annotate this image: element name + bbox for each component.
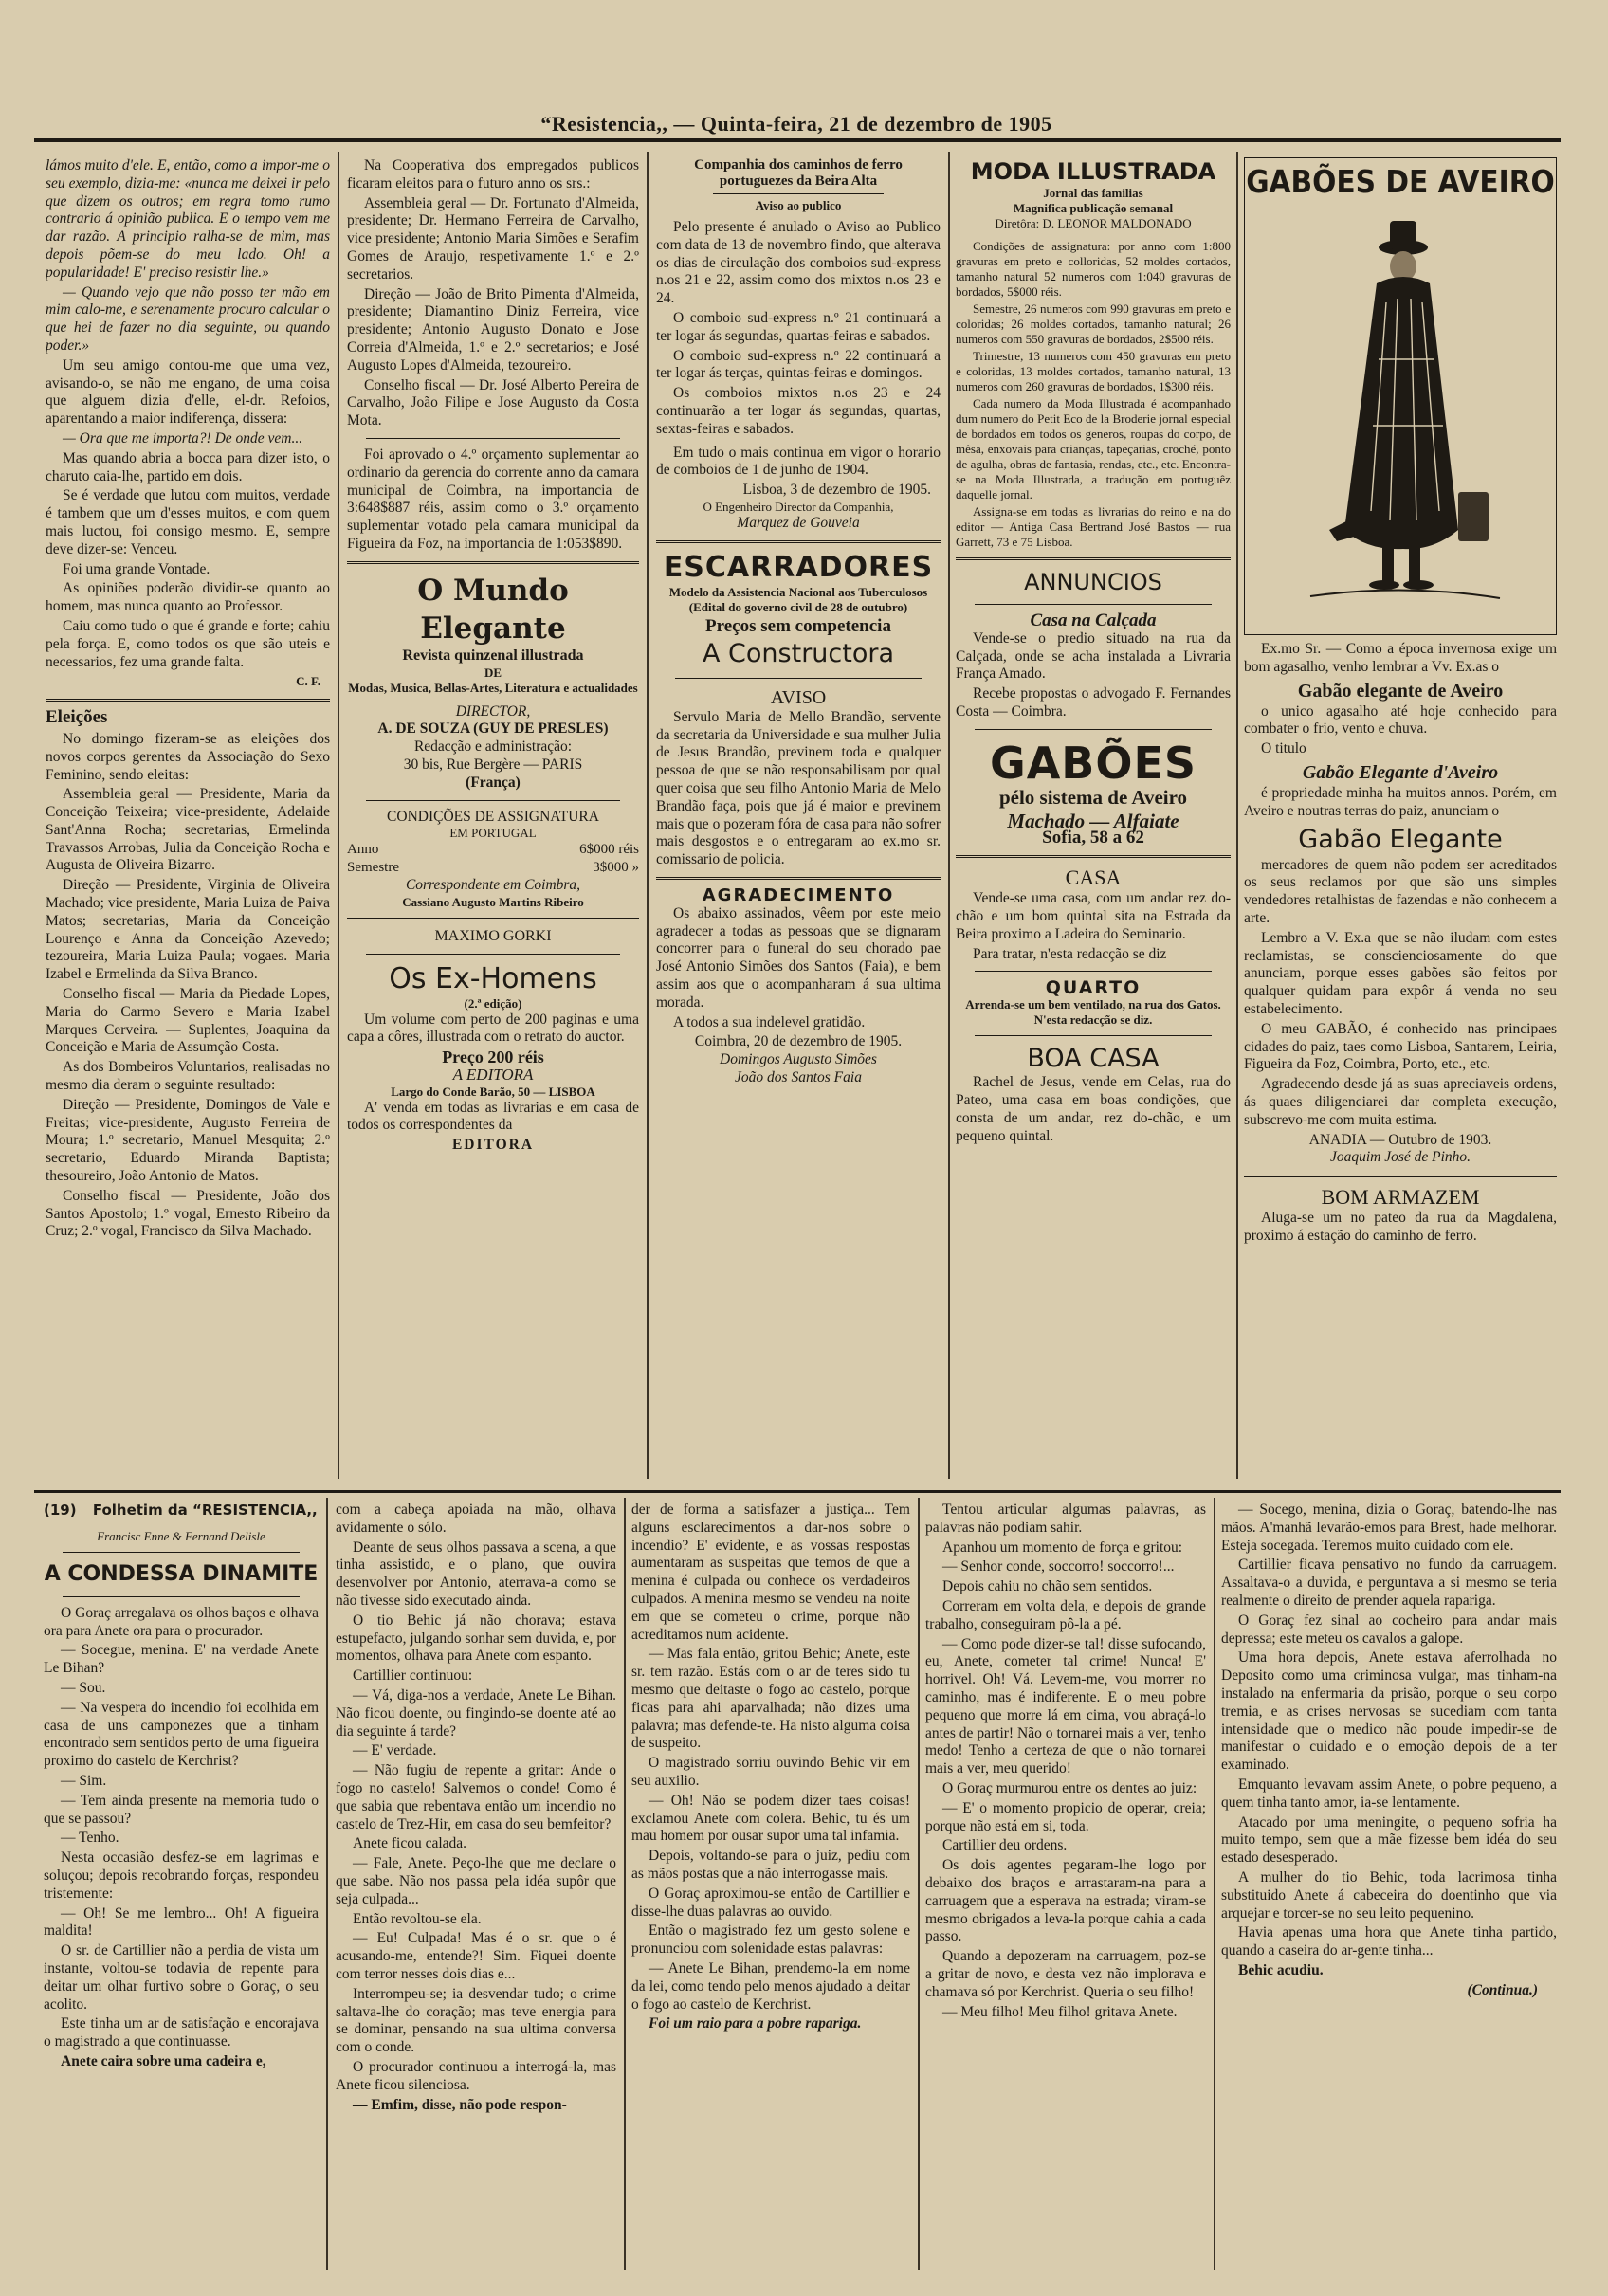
serial-paragraph: Deante de seus olhos passava a scena, a que tinha assistido, e o plano, que ouvira desenvolver por Antonio, aterrava-a como se não tivesse sido executado ainda.	[336, 1539, 616, 1609]
divider	[656, 877, 941, 880]
serial-paragraph: — Tem ainda presente na memoria tudo o que se passou?	[44, 1792, 319, 1827]
text-paragraph: A todos a sua indelevel gratidão.	[673, 1013, 866, 1030]
ad-em-portugal: EM PORTUGAL	[449, 826, 537, 841]
divider	[366, 800, 620, 801]
serial-paragraph: O Goraç murmurou entre os dentes ao juiz:	[942, 1779, 1197, 1796]
serial-paragraph: — Socego, menina, dizia o Goraç, batendo-lhe nas mãos. A'manhã levarão-emos para Brest, hade melhorar. Esteja socegada. Teremos muito cuidado com ele.	[1221, 1502, 1557, 1554]
serial-paragraph: Atacado por uma meningite, o pequeno sofria ha muito tempo, sem que a mãe fizesse bem idéa do seu estado desesperado.	[1221, 1813, 1557, 1867]
text-paragraph: O titulo	[1261, 740, 1306, 757]
serial-paragraph: — Oh! Não se podem dizer taes coisas! exclamou Anete com colera. Behic, tu és um mau homem por ousar supor uma tal infamia.	[631, 1792, 910, 1845]
ad-director-label: DIRECTOR,	[455, 702, 531, 720]
text-paragraph: Assembleia geral — Dr. Fortunato d'Almeida, presidente; Dr. Hermano Ferreira de Carvalho, vice presidente; Antonio Maria Simões e Serafim Gomes de Araujo, respetivamente 1.º e 2.º secretarios.	[347, 194, 639, 282]
boa-casa-title: BOA CASA	[1027, 1044, 1160, 1074]
gaboes-aveiro-ad	[1244, 157, 1557, 635]
serial-paragraph: Depois, voltando-se para o juiz, pediu com as mãos postas que a não interrogasse mais.	[631, 1848, 910, 1882]
moda-sub2: Magnifica publicação semanal	[1013, 201, 1174, 215]
divider	[1244, 1175, 1557, 1177]
book-desc: Um volume com perto de 200 paginas e uma capa a côres, illustrada com o retrato do auctor.	[347, 1011, 639, 1046]
book-publisher-address: Largo do Conde Barão, 50 — LISBOA	[391, 1084, 595, 1099]
text-paragraph: Vende-se o predio situado na rua da Calçada, onde se acha instalada a Livraria França Amado.	[956, 629, 1231, 683]
gaboes-heading-3: Gabão Elegante	[1298, 824, 1503, 854]
text-paragraph: Direção — João de Brito Pimenta d'Almeida, presidente; Diamantino Diniz Ferreira, vice presidente; Antonio Augusto Donato e Jose Correia d'Almeida, 1.º e 2.º secretarios; e José Augusto Lopes d'Almeida, tezoureiro.	[347, 285, 639, 374]
book-sale: A' venda em todas as livrarias e em casa de todos os correspondentes da	[347, 1099, 639, 1134]
serial-column-1	[44, 1502, 319, 2269]
moda-director: Diretôra: D. LEONOR MALDONADO	[995, 216, 1192, 230]
text-paragraph: O meu GABÃO, é conhecido nas principaes cidades do paiz, taes como Lisboa, Santarem, Leiria, Figueira da Foz, Coimbra, Porto, etc., etc.	[1244, 1020, 1557, 1073]
ad-title: O Mundo Elegante	[417, 573, 569, 646]
serial-paragraph: — Sou.	[61, 1679, 106, 1696]
serial-paragraph: — Oh! Se me lembro... Oh! A figueira maldita!	[44, 1904, 319, 1940]
column-3	[656, 157, 941, 1466]
text-paragraph: Mas quando abria a bocca para dizer isto, o charuto caia-lhe, partido em dois.	[46, 449, 330, 484]
serial-paragraph: — E' verdade.	[353, 1742, 437, 1759]
serial-paragraph: Correram em volta dela, e depois de grande trabalho, conseguiram pô-la a pé.	[925, 1597, 1206, 1632]
escarradores-sub: Modelo da Assistencia Nacional aos Tuberculosos	[668, 584, 928, 599]
serial-title: A CONDESSA DINAMITE	[44, 1561, 319, 1586]
gaboes-sign: Joaquim José de Pinho.	[1329, 1149, 1471, 1166]
serial-paragraph: Então revoltou-se ela.	[353, 1910, 482, 1927]
divider	[347, 918, 639, 920]
text-paragraph: As opiniões poderão dividir-se quanto ao homem, mas nunca quanto ao Professor.	[46, 580, 330, 615]
text-paragraph: Os abaixo assinados, vêem por este meio agradecer a todas as pessoas que se dignaram concorrer para o funeral do seu chorado pae José Antonio Simões dos Santos (Faia), e bem assim aos que o acompanharam á sua ultima morada.	[656, 904, 941, 1011]
price-value: 6$000 réis	[579, 842, 639, 858]
constructora-title: A Constructora	[703, 638, 894, 668]
ad-redac: Redacção e administração:	[413, 738, 573, 756]
calcada-title: Casa na Calçada	[1030, 610, 1157, 630]
serial-continua: (Continua.)	[1467, 1981, 1538, 1998]
serial-paragraph: — Fale, Anete. Peço-lhe que me declare o que sabe. Não nos passa pela idéa supôr que seja culpada...	[336, 1855, 616, 1907]
text-paragraph: Vende-se uma casa, com um andar rez do-chão e um bom quintal sita na Estrada da Beira proximo a Ladeira do Seminario.	[956, 890, 1231, 942]
serial-paragraph: O magistrado sorriu ouvindo Behic vir em seu auxilio.	[631, 1755, 910, 1789]
gaboes-heading-2: Gabão Elegante d'Aveiro	[1302, 761, 1499, 783]
serial-paragraph: Os dois agentes pegaram-lhe logo por debaixo dos braços e arrastaram-na para a carruagem que a esperava na estrada; viram-se mesmo obrigados a leva-la porque cahia a cada passo.	[925, 1857, 1206, 1945]
text-paragraph: As dos Bombeiros Voluntarios, realisadas no mesmo dia deram o seguinte resultado:	[46, 1059, 330, 1094]
serial-paragraph: — Como pode dizer-se tal! disse sufocando, eu, Anete, cometer tal crime! Nunca! E' horrivel. Oh! Vá. Levem-me, vou morrer no caminho, mas é indiferente. E o meu pobre pequeno que morre lá em cima, vou abraçá-lo antes de partir! Não o tornarei mais a ver, tenho medo! Tenho a certeza de que o não tornarei mais a ver, meu querido!	[925, 1635, 1206, 1777]
book-edition: (2.ª edição)	[464, 995, 522, 1011]
divider	[713, 193, 884, 194]
escarradores-title: ESCARRADORES	[663, 550, 934, 584]
serial-paragraph: — E' o momento propicio de operar, creia; porque não está em si, toda.	[925, 1799, 1206, 1834]
divider	[975, 729, 1212, 730]
column-rule	[647, 152, 649, 1479]
serial-paragraph: — Emfim, disse, não pode respon-	[353, 2096, 567, 2113]
agradecimento-signer: Domingos Augusto Simões	[720, 1051, 877, 1068]
serial-paragraph: Depois cahiu no chão sem sentidos.	[942, 1578, 1153, 1595]
engineer-name: Marquez de Gouveia	[737, 514, 860, 531]
text-paragraph: Recebe propostas o advogado F. Fernandes Costa — Coimbra.	[956, 685, 1231, 720]
aviso-heading: Aviso ao publico	[755, 198, 842, 212]
text-paragraph: Se é verdade que lutou com muitos, verdade é tambem que um d'esses muitos, e com quem mais luctou, foi consigo mesmo. E, sempre deve dizer-se: Venceu.	[46, 487, 330, 557]
signature: C. F.	[296, 674, 320, 689]
serial-paragraph: Então o magistrado fez um gesto solene e pronunciou com solenidade estas palavras:	[631, 1922, 910, 1958]
text-paragraph: Aluga-se um no pateo da rua da Magdalena, proximo á estação do caminho de ferro.	[1244, 1210, 1557, 1244]
gaboes-heading-1: Gabão elegante de Aveiro	[1297, 680, 1504, 702]
engineer-title: O Engenheiro Director da Companhia,	[703, 499, 894, 514]
company-name: Companhia dos caminhos de ferro portuguezes da Beira Alta	[694, 157, 903, 189]
text-paragraph: — Quando vejo que não posso ter mão em mim calo-me, e serenamente procuro calcular o que hei de fazer no dia seguinte, ou quando poder.»	[46, 283, 330, 354]
ad-address: 30 bis, Rue Bergère — PARIS	[403, 756, 583, 773]
serial-paragraph: Cartillier deu ordens.	[942, 1837, 1068, 1854]
serial-column-4	[925, 1502, 1206, 2269]
ad-correspondent-name: Cassiano Augusto Martins Ribeiro	[402, 894, 584, 909]
serial-paragraph: — Tenho.	[61, 1830, 119, 1847]
column-4	[956, 157, 1231, 1466]
serial-paragraph: Apanhou um momento de força e gritou:	[942, 1539, 1183, 1556]
gaboes-address: Sofia, 58 a 62	[1042, 828, 1144, 848]
book-author: MAXIMO GORKI	[434, 927, 552, 944]
price-value: 3$000 »	[593, 860, 639, 876]
book-publisher: A EDITORA	[452, 1065, 534, 1084]
text-paragraph: o unico agasalho até hoje conhecido para combater o frio, vento e chuva.	[1244, 702, 1557, 738]
column-rule	[918, 1498, 920, 2270]
serial-paragraph: O tio Behic já não chorava; estava estupefacto, julgando sonhar sem duvida, e, por momentos, olhava para Anete com espanto.	[336, 1612, 616, 1665]
text-paragraph: Pelo presente é anulado o Aviso ao Publico com data de 13 de novembro findo, que alterava os dias de circulação dos comboios sud-express n.os 21 e 22, assim como dos mixtos n.os 23 e 24.	[656, 219, 941, 307]
column-5	[1244, 157, 1557, 1466]
text-paragraph: — Ora que me importa?! De onde vem...	[63, 429, 303, 446]
serial-column-3	[631, 1502, 910, 2269]
serial-column-2	[336, 1502, 616, 2269]
column-rule	[624, 1498, 626, 2270]
divider	[975, 604, 1212, 605]
serial-paragraph: — Eu! Culpada! Mas é o sr. que o é acusando-me, entende?! Sim. Fiquei doente com terror nesses dois dias e...	[336, 1930, 616, 1982]
quarto-title: QUARTO	[1045, 977, 1142, 999]
serial-paragraph: der de forma a satisfazer a justiça... Tem alguns esclarecimentos a dar-nos sobre o incendio? E' evidente, e as vossas respostas aumentaram as suspeitas que temos de que a menina é culpada ou conhece os verdadeiros culpados. A menina mesmo se vendeu na noite em que se cometeu o crime, porque não acreditamos num acidente.	[631, 1502, 910, 1643]
serial-paragraph: A mulher do tio Behic, toda lacrimosa tinha substituido Anete á cabeceira do doentinho que via arquejar e torcer-se no seu leito pequenino.	[1221, 1868, 1557, 1922]
serial-paragraph: O Goraç arregalava os olhos baços e olhava ora para Anete ora para o procurador.	[44, 1604, 319, 1639]
serial-paragraph: — Na vespera do incendio foi ecolhida em casa de uns camponezes que a tinham encontrado sem sentidos perto de uma figueira proximo do castelo de Kerchrist?	[44, 1699, 319, 1770]
column-rule	[948, 152, 950, 1479]
ad-director: A. DE SOUZA (GUY DE PRESLES)	[377, 720, 609, 738]
text-paragraph: Trimestre, 13 numeros com 450 gravuras em preto e coloridas, 13 moldes cortados, tamanho natural, 13 numeros com 260 gravuras de bordados, 1$300 réis.	[956, 349, 1231, 393]
ad-de: DE	[484, 665, 502, 680]
divider	[63, 1596, 300, 1597]
serial-paragraph: — Anete Le Bihan, prendemo-la em nome da lei, como tendo pelo menos ajudado a deitar o fogo ao castelo de Kerchrist.	[631, 1959, 910, 2013]
man-in-cloak-illustration	[1291, 208, 1509, 625]
book-title: Os Ex-Homens	[389, 961, 597, 995]
text-paragraph: O comboio sud-express n.º 22 continuará a ter logar ás terças, quintas-feiras e domingos.	[656, 347, 941, 382]
divider	[975, 1035, 1212, 1036]
divider	[63, 1552, 300, 1553]
serial-paragraph: Tentou articular algumas palavras, as palavras não podiam sahir.	[925, 1502, 1206, 1536]
serial-paragraph: — Meu filho! Meu filho! gritava Anete.	[942, 2003, 1178, 2020]
serial-label: Folhetim da “RESISTENCIA,,	[92, 1502, 318, 1519]
text-paragraph: Cada numero da Moda Illustrada é acompanhado dum numero do Petit Eco de la Broderie jornal especial de bordados em todos os generos, roupas do corpo, de mêsa, enxovais para crianças, tapeçarias, croché, ponto de agulha, obras de fantasia, rendas, etc., etc. Encontra-se na Moda Illustrada, a tradução em portuguêz daquelle jornal.	[956, 396, 1231, 501]
serial-paragraph: Havia apenas uma hora que Anete tinha partido, quando a caseira do ar-gente tinha...	[1221, 1924, 1557, 1959]
ad-book	[347, 928, 639, 1155]
divider	[366, 438, 620, 439]
serial-number: (19)	[44, 1502, 77, 1519]
text-paragraph: Os comboios mixtos n.os 23 e 24 continuarão a ter logar ás segundas, quartas, sextas-feiras e sabados.	[656, 385, 941, 437]
price-label: Semestre	[347, 860, 399, 876]
price-label: Anno	[347, 842, 379, 858]
text-paragraph: Na Cooperativa dos empregados publicos ficaram eleitos para o futuro anno os srs.:	[347, 157, 639, 191]
moda-sub: Jornal das familias	[1043, 186, 1143, 200]
divider	[675, 678, 922, 679]
text-paragraph: Direção — Presidente, Virginia de Oliveira Machado; vice presidente, Maria Luiza de Paiva Matos; secretarias, Maria da Conceição Lourenço e Anna da Conceição Azevedo; tezoureira, Maria Luiza Paula; vogaes. Maria Izabel e Ermelinda da Silva Branco.	[46, 877, 330, 983]
serial-paragraph: Quando a depozeram na carruagem, poz-se a gritar de novo, e desta vez não implorava e chamava só por Kerchrist. Queria o seu filho!	[925, 1948, 1206, 2000]
text-paragraph: Foi uma grande Vontade.	[63, 560, 210, 577]
serial-rule	[34, 1490, 1561, 1493]
text-paragraph: Conselho fiscal — Dr. José Alberto Pereira de Carvalho, João Filipe e Jose Augusto da Costa Mota.	[347, 376, 639, 429]
section-title: Eleições	[46, 707, 108, 728]
annuncios-title: ANNUNCIOS	[1024, 569, 1162, 595]
text-paragraph: Assembleia geral — Presidente, Maria da Conceição Teixeira; vice-presidente, Adelaide Sant'Anna Rocha; secretarias, Ermelinda Travassos Arrobas, Julia da Conceição Rocha e Augusta de Oliveira Bizarro.	[46, 786, 330, 874]
text-paragraph: Conselho fiscal — Maria da Piedade Lopes, Maria do Carmo Severo e Maria Izabel Marques Cerveira. — Suplentes, Joaquina da Conceição e Maria de Assumção Costa.	[46, 986, 330, 1056]
text-paragraph: Em tudo o mais continua em vigor o horario de comboios de 1 de junho de 1904.	[656, 444, 941, 479]
serial-paragraph: Interrompeu-se; ia desvendar tudo; o crime saltava-lhe do coração; mas teve energia para se dominar, pensando na sua ultima conversa com o conde.	[336, 1985, 616, 2056]
moda-title: MODA ILLUSTRADA	[970, 158, 1216, 185]
text-paragraph: No domingo fizeram-se as eleições dos novos corpos gerentes da Associação do Sexo Feminino, sendo eleitas:	[46, 730, 330, 783]
serial-paragraph: Foi um raio para a pobre rapariga.	[649, 2015, 862, 2032]
ad-country: (França)	[466, 774, 521, 791]
divider	[956, 557, 1231, 560]
text-paragraph: Caiu como tudo o que é grande e forte; cahiu pela força. E, como todos os que são uteis e necessarios, fez uma grande falta.	[46, 617, 330, 670]
serial-paragraph: — Sim.	[61, 1772, 107, 1789]
column-rule	[1214, 1498, 1215, 2270]
text-paragraph: Assigna-se em todas as livrarias do reino e na do editor — Antiga Casa Bertrand José Bastos — rua Garrett, 73 e 75 Lisboa.	[956, 504, 1231, 549]
text-paragraph: Lembro a V. Ex.a que se não iludam com estes reclamistas, se conscienciosamente do que anunciam, porque esses gabões são feitos por qualquer quidam para expôr á venda no seu estabelecimento.	[1244, 929, 1557, 1017]
gaboes-tailor: Machado — Alfaiate	[1007, 809, 1179, 832]
aviso2-title: AVISO	[770, 686, 827, 708]
serial-paragraph: — Mas fala então, gritou Behic; Anete, este sr. tem razão. Estás com o ar de teres sido tu mesmo que deitaste o fogo ao castelo, porque ficas para ahi aparvalhada; não dizes uma palavra; mas defende-te. Ha nisto alguma coisa de suspeito.	[631, 1646, 910, 1752]
book-price: Preço 200 réis	[442, 1048, 544, 1067]
text-paragraph: Agradecendo desde já as suas apreciaveis ordens, ás quaes diligenciarei dar completa execução, subscrevo-me com muita estima.	[1244, 1076, 1557, 1128]
serial-paragraph: O procurador continuou a interrogá-la, mas Anete ficou silenciosa.	[336, 2058, 616, 2093]
casa-title: CASA	[1065, 866, 1122, 890]
book-publisher-2: EDITORA	[451, 1137, 535, 1154]
text-paragraph: é propriedade minha ha muitos annos. Porém, em Aveiro e noutras terras do paiz, anunciam o	[1244, 784, 1557, 819]
text-paragraph: Um seu amigo contou-me que uma vez, avisando-o, se não me engano, de uma coisa que alguem dizia d'elle, el-dr. Refoios, aparentando a maior indiferença, dissera:	[46, 356, 330, 428]
text-paragraph: Condições de assignatura: por anno com 1:800 gravuras em preto e colloridas, 52 moldes cortados, tamanho natural 52 numeros com 1:040 gravuras de bordados, 5$000 réis.	[956, 239, 1231, 299]
serial-paragraph: — Não fugiu de repente a gritar: Ande o fogo no castelo! Salvemos o conde! Como é que sabia que rebentava então um incendio no castelo de Trez-Hir, em casa do seu bemfeitor?	[336, 1762, 616, 1832]
text-paragraph: O comboio sud-express n.º 21 continuará a ter logar ás segundas, quartas-feiras e sabados.	[656, 309, 941, 344]
serial-paragraph: Cartillier ficava pensativo no fundo da carruagem. Assaltava-o a duvida, e perguntava a si mesmo se teria realmente o direito de prender aquela rapariga.	[1221, 1557, 1557, 1609]
serial-paragraph: Anete ficou calada.	[353, 1835, 467, 1852]
page-header: “Resistencia,, — Quinta-feira, 21 de dezembro de 1905	[540, 112, 1052, 136]
serial-paragraph: Nesta occasião desfez-se em lagrimas e soluçou; depois recobrando forças, respondeu tristemente:	[44, 1850, 319, 1902]
serial-paragraph: Anete caira sobre uma cadeira e,	[61, 2052, 266, 2069]
ad-conditions: CONDIÇÕES DE ASSIGNATURA	[387, 808, 599, 825]
moda-body	[956, 239, 1231, 550]
text-paragraph: Rachel de Jesus, vende em Celas, rua do Pateo, uma casa em boas condições, que consta de um andar, rez do-chão, e um pequeno quintal.	[956, 1074, 1231, 1144]
serial-paragraph: O Goraç fez sinal ao cocheiro para andar mais depressa; este meteu os cavalos a galope.	[1221, 1612, 1557, 1647]
text-paragraph: Semestre, 26 numeros com 990 gravuras em preto e coloridas; 26 moldes cortados, tamanho natural; 26 numeros com 550 gravuras de bordados, 2$500 réis.	[956, 301, 1231, 346]
serial-paragraph: — Socegue, menina. E' na verdade Anete Le Bihan?	[44, 1642, 319, 1677]
quarto-text: Arrenda-se um bem ventilado, na rua dos Gatos. N'esta redacção se diz.	[965, 997, 1221, 1028]
text-paragraph: Servulo Maria de Mello Brandão, servente da secretaria da Universidade e sua mulher Julia de Jesus Brandão, previnem toda e qualquer pessoa de que se não responsabilisam por qual quer coisa que seu filho Antonio Maria de Melo Brandão faça, pois que já é maior e previnem mais que o pozeram fóra de casa para não sofrer mais desgostos e o entregaram ao ex.mo sr. comissario de policia.	[656, 708, 941, 868]
column-rule	[338, 152, 339, 1479]
divider	[347, 561, 639, 564]
serial-authors: Francisc Enne & Fernand Delisle	[97, 1528, 265, 1543]
header-rule	[34, 138, 1561, 142]
text-paragraph: Para tratar, n'esta redacção se diz	[973, 945, 1167, 962]
divider	[975, 971, 1212, 972]
agradecimento-date: Coimbra, 20 de dezembro de 1905.	[694, 1033, 903, 1050]
text-paragraph: mercadores de quem não podem ser acreditados os seus reclamos por que são uns simples vendedores retalhistas de fazendas e não conhecem a arte.	[1244, 856, 1557, 926]
serial-paragraph: Behic acudiu.	[1238, 1961, 1324, 1978]
ad-subtitle: Revista quinzenal illustrada	[402, 647, 584, 664]
serial-header	[44, 1502, 319, 1520]
column-2	[347, 157, 639, 1466]
notice-date: Lisboa, 3 de dezembro de 1905.	[742, 482, 931, 499]
gaboes-title: GABÕES	[989, 737, 1197, 789]
text-paragraph: Conselho fiscal — Presidente, João dos Santos Apostolo; 1.º vogal, Ernesto Ribeiro da Cruz; 2.º vogal, Francisco da Silva Machado.	[46, 1187, 330, 1240]
divider	[46, 699, 330, 702]
escarradores-sub2: (Edital do governo civil de 28 de outubro)	[688, 599, 908, 614]
serial-paragraph: — Vá, diga-nos a verdade, Anete Le Bihan. Não ficou doente, ou fingindo-se doente até ao dia seguinte á tarde?	[336, 1686, 616, 1740]
text-paragraph: Direção — Presidente, Domingos de Vale e Freitas; vice-presidente, Augusto Ferreira de Moura; 1.º secretario, Manuel Mesquita; 2.º secretario, Eduardo Miranda Baptista; thesoureiro, João Antonio de Matos.	[46, 1096, 330, 1185]
gaboes-aveiro-title: GABÕES DE AVEIRO	[1246, 163, 1555, 200]
agradecimento-title: AGRADECIMENTO	[702, 884, 895, 905]
escarradores-price: Preços sem competencia	[705, 615, 891, 636]
gaboes-sub: pélo sistema de Aveiro	[998, 785, 1188, 809]
ad-topics: Modas, Musica, Bellas-Artes, Literatura e actualidades	[348, 680, 638, 695]
serial-column-5	[1221, 1502, 1557, 2269]
divider	[956, 855, 1231, 858]
serial-paragraph: O sr. de Cartillier não a perdia de vista um instante, voltou-se todavia de repente para deitar um olhar furtivo sobre o Goraç, o seu acolito.	[44, 1942, 319, 2013]
serial-paragraph: O Goraç aproximou-se então de Cartillier e disse-lhe duas palavras ao ouvido.	[631, 1885, 910, 1920]
serial-paragraph: Este tinha um ar de satisfação e encorajava o magistrado a que continuasse.	[44, 2015, 319, 2050]
serial-paragraph: Cartillier continuou:	[353, 1667, 473, 1685]
serial-paragraph: Emquanto levavam assim Anete, o pobre pequeno, a quem tinha tanto amor, ia-se lentamente.	[1221, 1776, 1557, 1811]
gaboes-place: ANADIA — Outubro de 1903.	[1308, 1131, 1492, 1148]
serial-paragraph: Uma hora depois, Anete estava aferrolhada no Deposito como uma criminosa vulgar, mas tinham-na instalado na enfermaria da prisão, porque o seu corpo tremia, e as crises nervosas se sucediam com tanta intensidade que o medico não poude impedir-se de manifestar o cuidado e o emoção depois de a ter examinado.	[1221, 1649, 1557, 1774]
column-rule	[1236, 152, 1238, 1479]
divider	[366, 954, 620, 955]
text-paragraph: lámos muito d'ele. E, então, como a impor-me o seu exemplo, dizia-me: «nunca me deixei ir pelo que dizem os outros; em regra tomo rumo contrario á opinião publica. E o tempo vem me dar razão. A principio ralha-se de mim, mas depois põem-se do meu lado. Oh! a popularidade! E' preciso resistir lhe.»	[46, 157, 330, 281]
ad-mundo-elegante	[347, 572, 639, 910]
column-1	[46, 157, 330, 1466]
text-paragraph: Foi aprovado o 4.º orçamento suplementar ao ordinario da gerencia do corrente anno da camara municipal de Coimbra, na importancia de 3:648$887 réis, assim como o 3.º orçamento suplementar votado pela camara municipal da Figueira da Foz, na importancia de 1:053$890.	[347, 446, 639, 552]
price-table	[347, 841, 639, 877]
ad-correspondent: Correspondente em Coimbra,	[405, 876, 581, 893]
text-paragraph: Ex.mo Sr. — Como a época invernosa exige um bom agasalho, venho lembrar a Vv. Ex.as o	[1244, 641, 1557, 675]
armazem-title: BOM ARMAZEM	[1321, 1185, 1480, 1210]
agradecimento-signer: João dos Santos Faia	[735, 1068, 862, 1085]
column-rule	[326, 1498, 328, 2270]
divider	[656, 540, 941, 543]
serial-paragraph: com a cabeça apoiada na mão, olhava avidamente o sólo.	[336, 1502, 616, 1536]
serial-paragraph: — Senhor conde, soccorro! soccorro!...	[942, 1558, 1175, 1576]
